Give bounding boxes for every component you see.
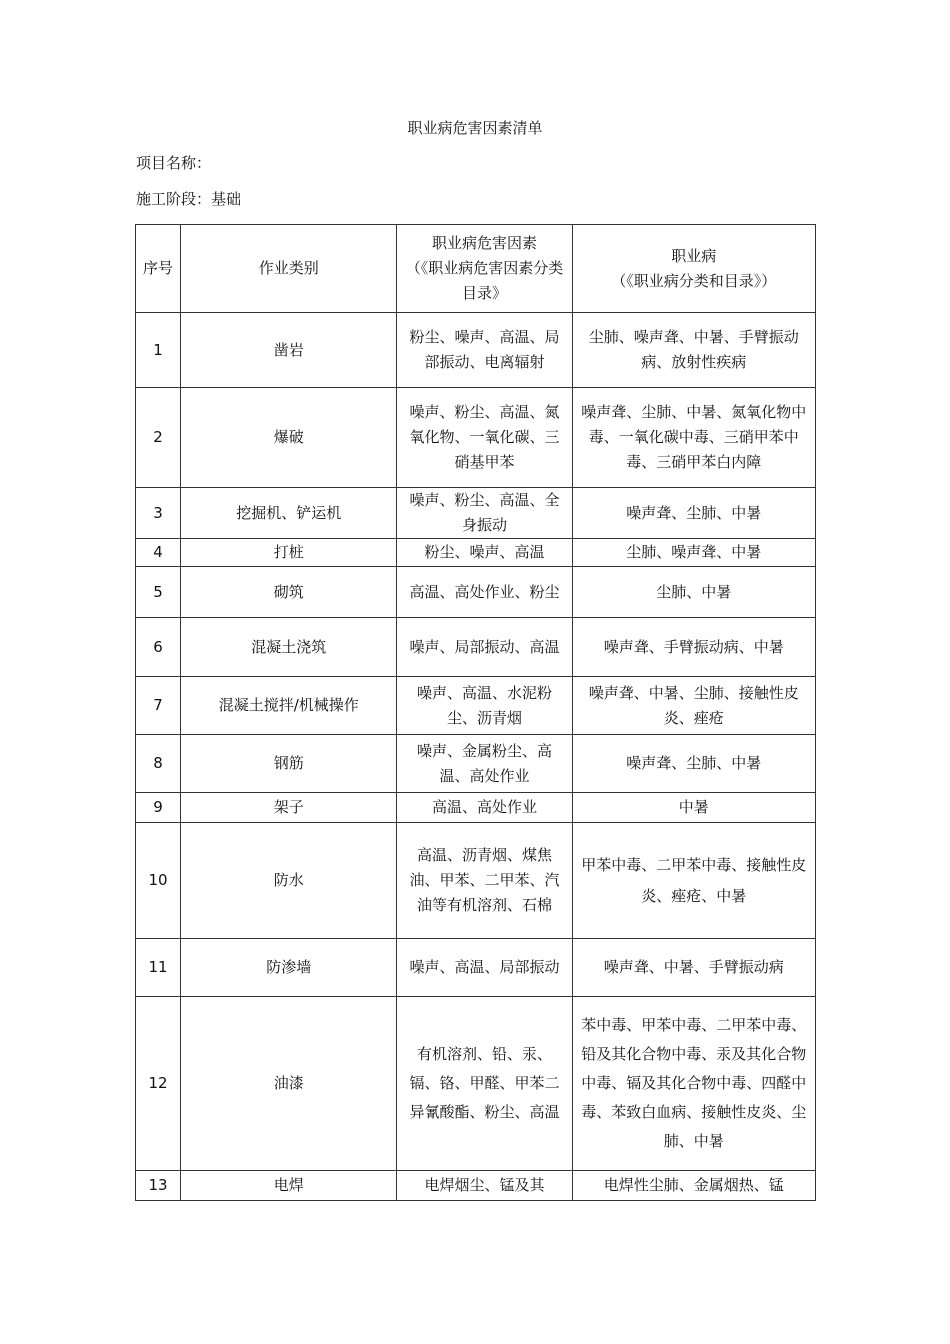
row-num: 8 — [136, 735, 181, 793]
row-hazard-factors: 高温、沥青烟、煤焦油、甲苯、二甲苯、汽油等有机溶剂、石棉 — [397, 823, 572, 939]
table-row — [136, 823, 816, 939]
hazard-factor-table — [135, 224, 816, 1201]
table-row — [136, 539, 816, 567]
row-diseases: 中暑 — [572, 793, 815, 823]
row-num: 2 — [136, 388, 181, 488]
table-row — [136, 939, 816, 997]
header-hazard-factors-line2: （《职业病危害因素分类目录》 — [405, 259, 564, 302]
row-hazard-factors: 粉尘、噪声、高温 — [397, 539, 572, 567]
row-hazard-factors: 高温、高处作业、粉尘 — [397, 567, 572, 618]
project-name-label: 项目名称： — [136, 154, 212, 172]
table-row — [136, 793, 816, 823]
construction-stage-label: 施工阶段：基础 — [136, 190, 242, 208]
row-diseases: 尘肺、噪声聋、中暑 — [572, 539, 815, 567]
row-num: 1 — [136, 313, 181, 388]
header-occupational-disease — [572, 225, 815, 313]
row-diseases: 尘肺、中暑 — [572, 567, 815, 618]
row-diseases: 噪声聋、中暑、尘肺、接触性皮炎、痤疮 — [572, 677, 815, 735]
table-header-row — [136, 225, 816, 313]
row-work-type: 油漆 — [181, 997, 397, 1171]
row-diseases: 尘肺、噪声聋、中暑、手臂振动病、放射性疾病 — [572, 313, 815, 388]
row-work-type: 防水 — [181, 823, 397, 939]
row-hazard-factors: 噪声、粉尘、高温、氮氧化物、一氧化碳、三硝基甲苯 — [397, 388, 572, 488]
row-num: 12 — [136, 997, 181, 1171]
row-work-type: 爆破 — [181, 388, 397, 488]
row-work-type: 混凝土搅拌/机械操作 — [181, 677, 397, 735]
row-work-type: 钢筋 — [181, 735, 397, 793]
row-work-type: 混凝土浇筑 — [181, 618, 397, 677]
document-title: 职业病危害因素清单 — [407, 119, 543, 137]
row-num: 6 — [136, 618, 181, 677]
table-row — [136, 1171, 816, 1201]
row-diseases: 噪声聋、尘肺、中暑 — [572, 735, 815, 793]
row-hazard-factors: 噪声、高温、局部振动 — [397, 939, 572, 997]
row-diseases: 噪声聋、手臂振动病、中暑 — [572, 618, 815, 677]
row-hazard-factors: 噪声、局部振动、高温 — [397, 618, 572, 677]
header-hazard-factors-line1: 职业病危害因素 — [431, 234, 537, 252]
row-num: 4 — [136, 539, 181, 567]
row-diseases: 噪声聋、尘肺、中暑、氮氧化物中毒、一氧化碳中毒、三硝甲苯中毒、三硝甲苯白内障 — [572, 388, 815, 488]
row-diseases: 噪声聋、中暑、手臂振动病 — [572, 939, 815, 997]
table-row — [136, 313, 816, 388]
table-row — [136, 388, 816, 488]
row-work-type: 砌筑 — [181, 567, 397, 618]
row-num: 3 — [136, 488, 181, 539]
row-hazard-factors: 粉尘、噪声、高温、局部振动、电离辐射 — [397, 313, 572, 388]
row-diseases: 甲苯中毒、二甲苯中毒、接触性皮炎、痤疮、中暑 — [572, 823, 815, 939]
table-row — [136, 567, 816, 618]
row-work-type: 电焊 — [181, 1171, 397, 1201]
header-disease-line1: 职业病 — [671, 246, 717, 265]
row-hazard-factors: 噪声、金属粉尘、高温、高处作业 — [397, 735, 572, 793]
row-hazard-factors: 噪声、高温、水泥粉尘、沥青烟 — [397, 677, 572, 735]
header-num: 序号 — [136, 225, 181, 313]
row-work-type: 防渗墙 — [181, 939, 397, 997]
header-hazard-factors — [397, 225, 572, 313]
row-work-type: 打桩 — [181, 539, 397, 567]
row-diseases: 噪声聋、尘肺、中暑 — [572, 488, 815, 539]
table-row — [136, 677, 816, 735]
row-diseases: 苯中毒、甲苯中毒、二甲苯中毒、铅及其化合物中毒、汞及其化合物中毒、镉及其化合物中毒、四醛中毒、苯致白血病、接触性皮炎、尘肺、中暑 — [572, 997, 815, 1171]
header-disease-line2: （《职业病分类和目录》） — [611, 271, 777, 290]
row-num: 5 — [136, 567, 181, 618]
row-hazard-factors: 噪声、粉尘、高温、全身振动 — [397, 488, 572, 539]
table-row — [136, 735, 816, 793]
table-row — [136, 488, 816, 539]
row-work-type: 凿岩 — [181, 313, 397, 388]
row-num: 13 — [136, 1171, 181, 1201]
row-hazard-factors: 高温、高处作业 — [397, 793, 572, 823]
row-hazard-factors: 电焊烟尘、锰及其 — [397, 1171, 572, 1201]
row-diseases: 电焊性尘肺、金属烟热、锰 — [572, 1171, 815, 1201]
row-num: 7 — [136, 677, 181, 735]
header-work-type: 作业类别 — [181, 225, 397, 313]
row-hazard-factors: 有机溶剂、铅、汞、镉、铬、甲醛、甲苯二异氰酸酯、粉尘、高温 — [397, 997, 572, 1171]
table-row — [136, 997, 816, 1171]
table-row — [136, 618, 816, 677]
row-num: 10 — [136, 823, 181, 939]
row-work-type: 架子 — [181, 793, 397, 823]
row-num: 11 — [136, 939, 181, 997]
row-num: 9 — [136, 793, 181, 823]
row-work-type: 挖掘机、铲运机 — [181, 488, 397, 539]
